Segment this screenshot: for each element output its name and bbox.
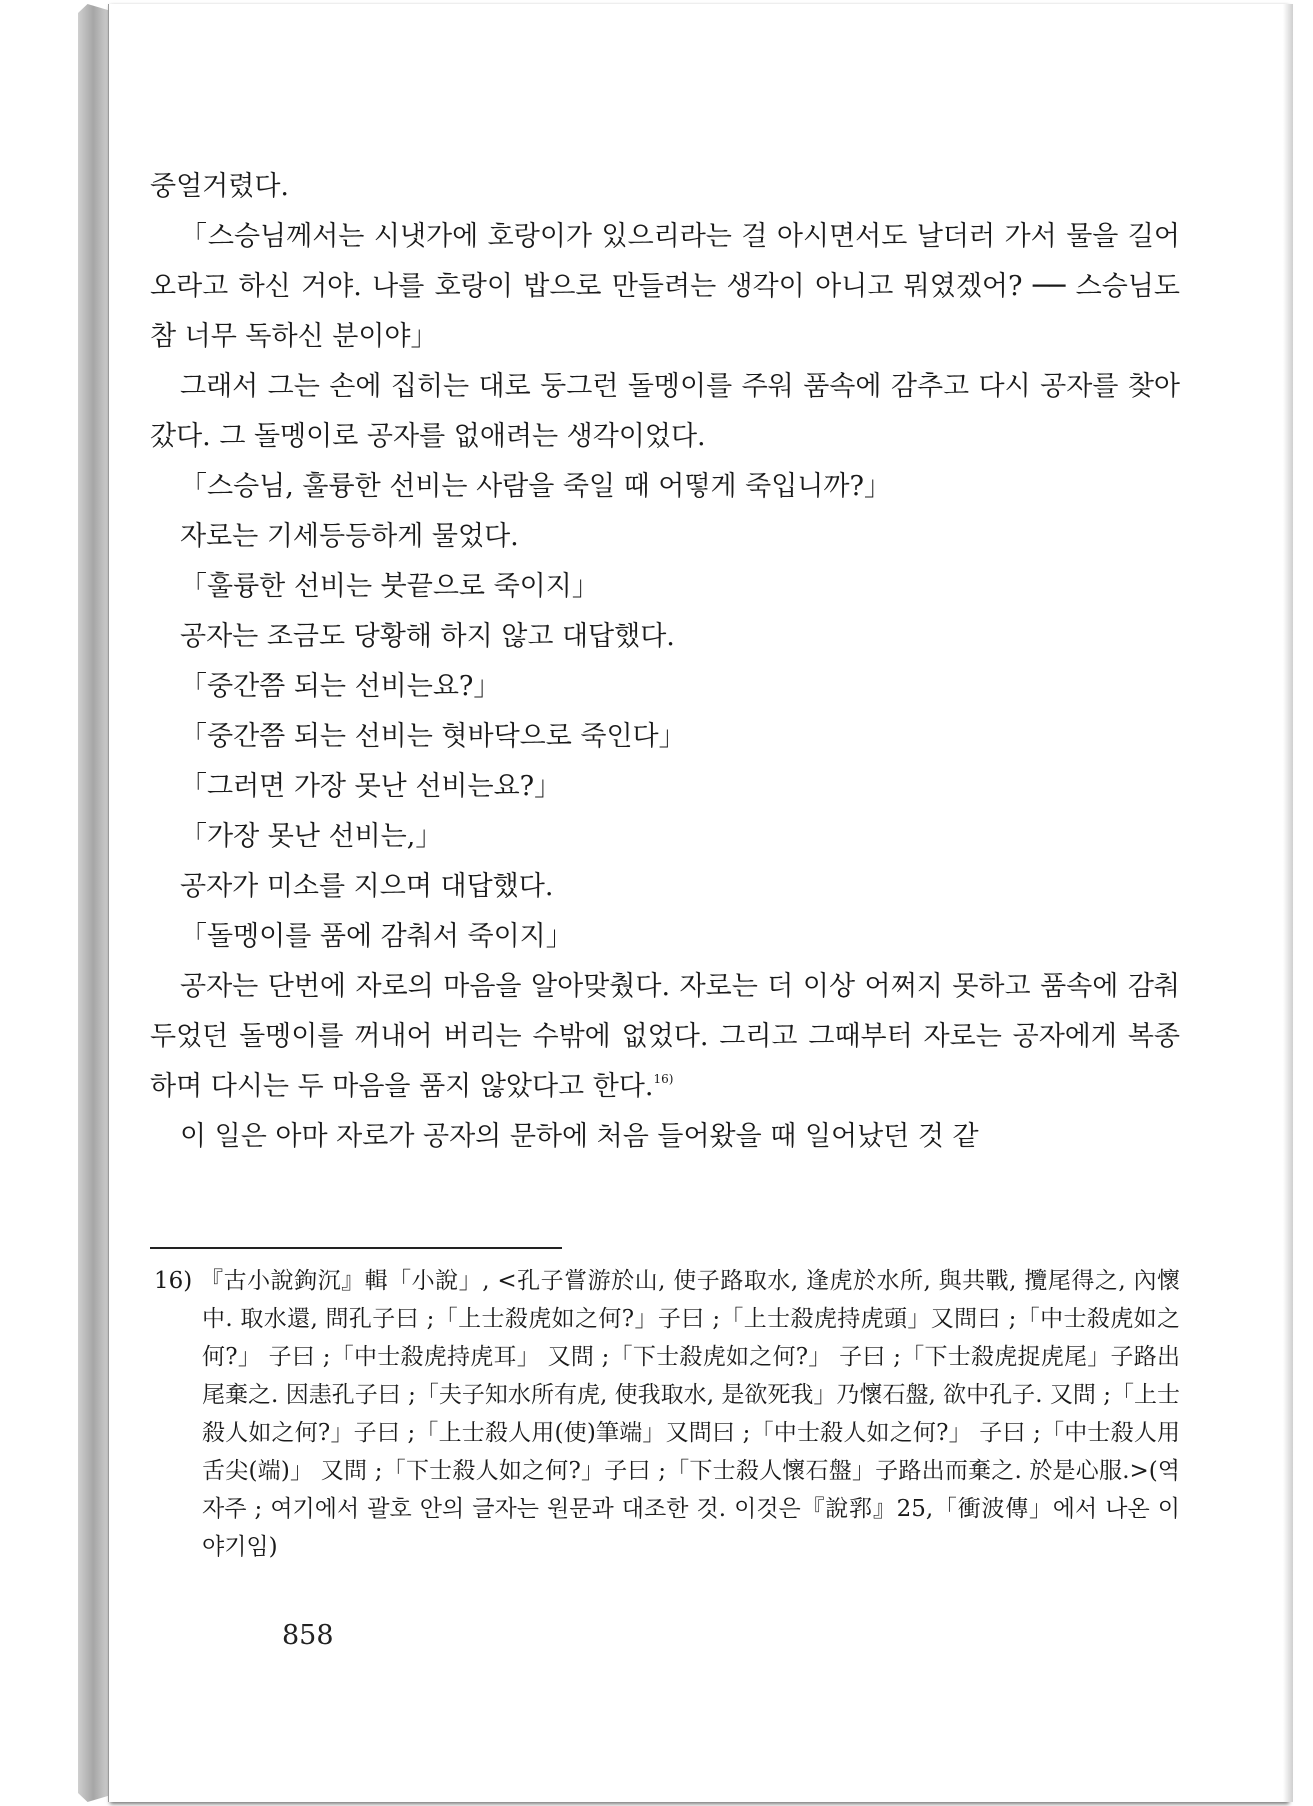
page-curl: [1283, 4, 1293, 1802]
paragraph: 「중간쯤 되는 선비는요?」: [180, 671, 501, 702]
footnote-entry: [150, 1262, 1180, 1566]
paragraph: 「돌멩이를 품에 감춰서 죽이지」: [180, 921, 573, 952]
paragraph: 「가장 못난 선비는,」: [180, 821, 443, 852]
footnote-divider: [150, 1247, 562, 1249]
paragraph: 「그러면 가장 못난 선비는요?」: [180, 771, 562, 802]
footnote-text: 『古小說鉤沉』輯「小說」, <孔子嘗游於山, 使子路取水, 逢虎於水所, 與共戰, 攬尾得之, 內懷中. 取水還, 問孔子曰 ;「上士殺虎如之何?」子曰 ;「上士殺虎持虎頭」又問曰 ;「中士殺虎如之何?」 子曰 ;「中士殺虎持虎耳」 又問 ;「下士殺虎如之何?」 子曰 ;「下士殺虎捉虎尾」子路出尾棄之. 因恚孔子曰 ;「夫子知水所有虎, 使我取水, 是欲死我」乃懷石盤, 欲中孔子. 又問 ;「上士殺人如之何?」子曰 ;「上士殺人用(使)筆端」又問曰 ;「中士殺人如之何?」 子曰 ;「中士殺人用舌尖(端)」 又問 ;「下士殺人如之何?」子曰 ;「下士殺人懷石盤」子路出而棄之. 於是心服.>(역자주 ; 여기에서 괄호 안의 글자는 원문과 대조한 것. 이것은『說郛』25,「衝波傳」에서 나온 이야기임): [200, 1268, 1180, 1560]
paragraph: 이 일은 아마 자로가 공자의 문하에 처음 들어왔을 때 일어났던 것 같: [180, 1121, 979, 1152]
footnote-reference[interactable]: 16): [653, 1072, 674, 1086]
paragraph: 자로는 기세등등하게 물었다.: [180, 521, 519, 552]
footnote-number: 16): [154, 1268, 193, 1294]
paragraph: 「중간쯤 되는 선비는 혓바닥으로 죽인다」: [180, 721, 686, 752]
paragraph: 「훌륭한 선비는 붓끝으로 죽이지」: [180, 571, 599, 602]
footnote: [150, 1262, 1180, 1566]
body-text: [150, 162, 1180, 1162]
paragraph-text: 공자는 단번에 자로의 마음을 알아맞췄다. 자로는 더 이상 어쩌지 못하고 품속에 감춰 두었던 돌멩이를 꺼내어 버리는 수밖에 없었다. 그리고 그때부터 자로는 공자에게 복종하며 다시는 두 마음을 품지 않았다고 한다.: [150, 971, 1180, 1102]
book-spine-edge: [78, 4, 112, 1802]
paragraph: 「스승님, 훌륭한 선비는 사람을 죽일 때 어떻게 죽입니까?」: [180, 471, 891, 502]
page-number: 858: [282, 1620, 334, 1651]
paragraph: 중얼거렸다.: [150, 171, 289, 202]
paragraph: 공자는 조금도 당황해 하지 않고 대답했다.: [180, 621, 675, 652]
paragraph: 공자가 미소를 지으며 대답했다.: [180, 871, 554, 902]
paragraph: 그래서 그는 손에 집히는 대로 둥그런 돌멩이를 주워 품속에 감추고 다시 공자를 찾아갔다. 그 돌멩이로 공자를 없애려는 생각이었다.: [150, 371, 1180, 452]
paragraph: [150, 962, 1180, 1112]
paragraph: 「스승님께서는 시냇가에 호랑이가 있으리라는 걸 아시면서도 날더러 가서 물을 길어오라고 하신 거야. 나를 호랑이 밥으로 만들려는 생각이 아니고 뭐였겠어? ── 스승님도 참 너무 독하신 분이야」: [150, 221, 1180, 352]
